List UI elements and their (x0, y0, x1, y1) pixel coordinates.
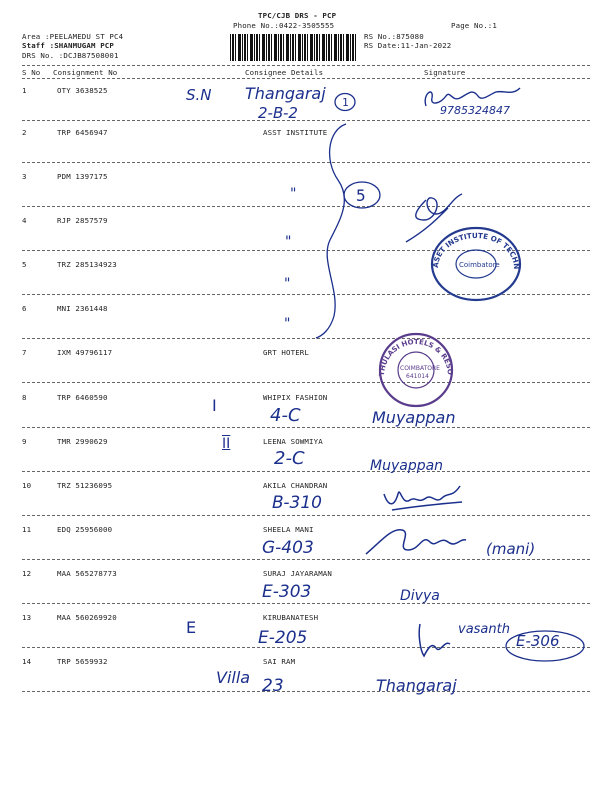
row-consignee: GRT HOTERL (263, 348, 309, 357)
hw-ditto-6: " (284, 316, 291, 332)
svg-text:COIMBATORE: COIMBATORE (400, 365, 440, 372)
signature-r13 (410, 620, 460, 660)
hw-r13-mark: E (186, 618, 197, 637)
row-separator (22, 162, 590, 163)
row-consignee: AKILA CHANDRAN (263, 481, 328, 490)
hw-r12-sign: Divya (400, 588, 440, 604)
row-consignee: SAI RAM (263, 657, 296, 666)
hw-r8-mark: I (212, 396, 217, 415)
hw-r1-phone: 9785324847 (440, 104, 510, 117)
hotel-stamp (376, 330, 456, 414)
hw-r1-name: Thangaraj (245, 84, 326, 103)
document-title: TPC/CJB DRS - PCP (258, 11, 337, 20)
row-sno: 14 (22, 657, 32, 666)
col-consignee: Consignee Details (245, 68, 324, 77)
hw-r14-unit: 23 (262, 676, 284, 696)
row-sno: 12 (22, 569, 32, 578)
row-sno: 11 (22, 525, 32, 534)
row-consignment-no: TRP 5659932 (57, 657, 108, 666)
hw-circle-5 (342, 180, 382, 210)
row-consignment-no: MAA 560269920 (57, 613, 117, 622)
row-consignment-no: RJP 2857579 (57, 216, 108, 225)
row-sno: 9 (22, 437, 27, 446)
row-consignment-no: TRP 6460590 (57, 393, 108, 402)
row-consignee: KIRUBANATESH (263, 613, 319, 622)
row-separator (22, 691, 590, 692)
row-separator (22, 471, 590, 472)
row-separator (22, 515, 590, 516)
row-separator (22, 559, 590, 560)
svg-text:ASET INSTITUTE OF TECHNOLOGY: ASET INSTITUTE OF TECHN (430, 230, 522, 270)
row-sno: 7 (22, 348, 27, 357)
row-consignee: SURAJ JAYARAMAN (263, 569, 332, 578)
hw-r13-unit: E-205 (258, 628, 308, 648)
row-consignment-no: TMR 2990629 (57, 437, 108, 446)
row-sno: 6 (22, 304, 27, 313)
signature-r11 (362, 520, 472, 560)
page-number: Page No.:1 (451, 21, 497, 30)
row-consignment-no: TRP 6456947 (57, 128, 108, 137)
hw-r8-unit: 4-C (270, 405, 301, 426)
hw-ditto-4: " (285, 234, 292, 250)
rs-date: RS Date:11-Jan-2022 (364, 41, 452, 50)
hw-r14-sign: Thangaraj (376, 676, 457, 695)
svg-text:Coimbatore: Coimbatore (459, 261, 500, 269)
row-sno: 3 (22, 172, 27, 181)
hw-r13-note: E-306 (516, 632, 560, 650)
row-sno: 4 (22, 216, 27, 225)
hw-r1-unit: 2-B-2 (258, 104, 298, 122)
row-separator (22, 120, 590, 121)
row-sno: 13 (22, 613, 32, 622)
header-top-rule (22, 65, 590, 66)
col-sno: S No (22, 68, 41, 77)
row-sno: 8 (22, 393, 27, 402)
svg-text:641014: 641014 (406, 373, 429, 380)
row-consignment-no: MAA 565278773 (57, 569, 117, 578)
svg-text:5: 5 (356, 186, 366, 205)
rs-number: RS No.:875080 (364, 32, 424, 41)
row-consignment-no: EDQ 25956000 (57, 525, 113, 534)
phone-number: Phone No.:0422-3505555 (233, 21, 335, 30)
row-separator (22, 206, 590, 207)
row-separator (22, 338, 590, 339)
header-bottom-rule (22, 78, 590, 79)
col-consignment: Consignment No (53, 68, 118, 77)
row-separator (22, 427, 590, 428)
row-consignee: ASST INSTITUTE (263, 128, 328, 137)
hw-r13-sign: vasanth (458, 622, 510, 637)
staff-label: Staff :SHANMUGAM PCP (22, 41, 114, 50)
row-consignee: LEENA SOWMIYA (263, 437, 323, 446)
row-separator (22, 382, 590, 383)
row-sno: 5 (22, 260, 27, 269)
hw-r9-mark: II (222, 436, 231, 452)
row-consignment-no: MNI 2361448 (57, 304, 108, 313)
hw-ditto-5: " (284, 276, 291, 292)
area-label: Area :PEELAMEDU ST PC4 (22, 32, 124, 41)
row-sno: 1 (22, 86, 27, 95)
svg-text:1: 1 (342, 96, 349, 109)
hw-r8-sign: Muyappan (372, 408, 456, 427)
col-signature: Signature (424, 68, 466, 77)
drs-number: DRS No. :DCJB87508001 (22, 51, 119, 60)
hw-r11-note: (mani) (486, 540, 536, 558)
row-sno: 2 (22, 128, 27, 137)
row-sno: 10 (22, 481, 32, 490)
hw-bracket (310, 120, 370, 340)
hw-r9-unit: 2-C (274, 448, 305, 469)
svg-text:THULASI HOTELS & RESORTS: THULASI HOTELS & RESO (377, 337, 455, 377)
hw-r11-unit: G-403 (262, 538, 314, 558)
row-consignment-no: IXM 49796117 (57, 348, 113, 357)
hw-r9-sign: Muyappan (370, 458, 444, 474)
barcode (230, 34, 358, 61)
hw-r14-prefix: Villa (216, 668, 251, 687)
aset-stamp (428, 224, 524, 308)
hw-ditto-3: " (290, 186, 297, 202)
row-consignment-no: TRZ 51236095 (57, 481, 113, 490)
hw-r1-circle (334, 92, 356, 112)
row-consignment-no: OTY 3638525 (57, 86, 108, 95)
hw-r1-prefix: S.N (186, 86, 212, 104)
row-consignment-no: PDM 1397175 (57, 172, 108, 181)
signature-r10 (378, 480, 468, 516)
row-consignee: SHEELA MANI (263, 525, 314, 534)
row-separator (22, 603, 590, 604)
hw-r12-unit: E-303 (262, 582, 312, 602)
hw-r10-unit: B-310 (272, 493, 322, 513)
row-consignee: WHIPIX FASHION (263, 393, 328, 402)
row-consignment-no: TRZ 285134923 (57, 260, 117, 269)
